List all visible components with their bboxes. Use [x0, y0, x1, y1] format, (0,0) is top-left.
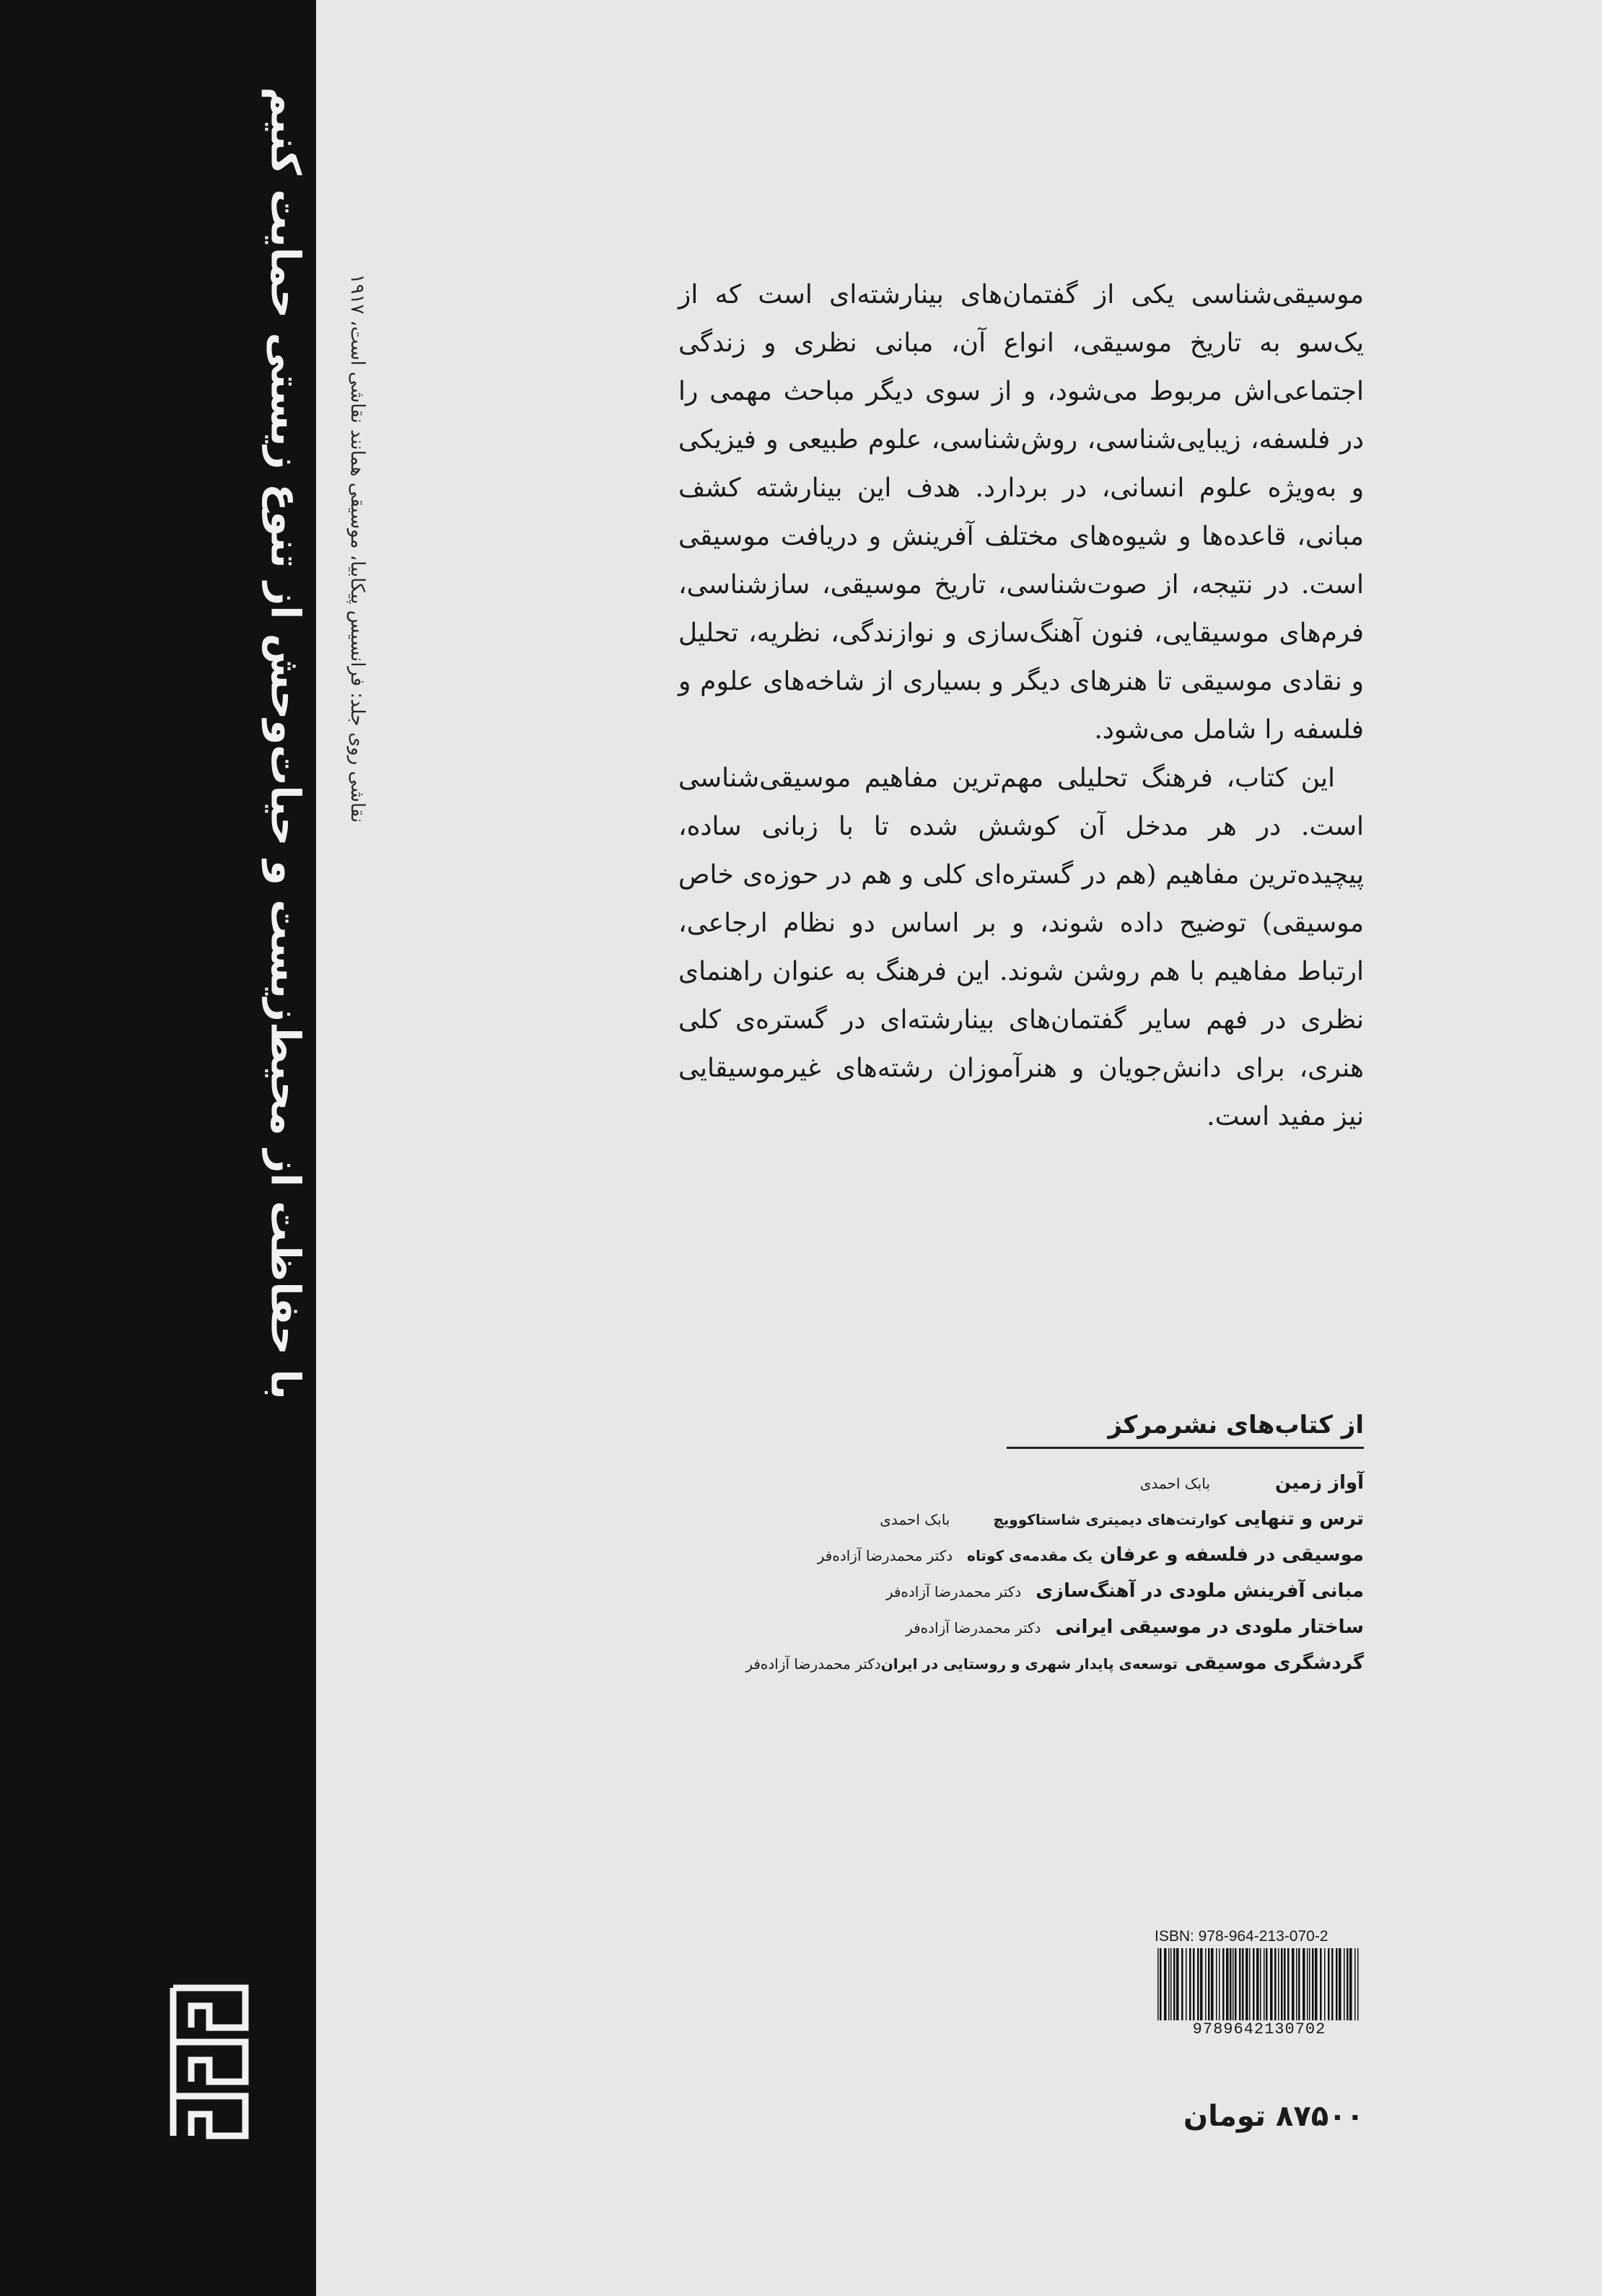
book-author: دکتر محمدرضا آزاده‌فر [817, 1547, 953, 1564]
book-title: موسیقی در فلسفه و عرفان [1100, 1544, 1364, 1566]
price-label: ۸۷۵۰۰ تومان [1183, 2100, 1364, 2133]
book-title: گردشگری موسیقی [1185, 1652, 1364, 1674]
catalog-item [794, 1501, 1364, 1537]
catalog-item [745, 1645, 1364, 1681]
catalog-item [794, 1465, 1364, 1501]
book-subtitle: یک مقدمه‌ی کوتاه [967, 1547, 1093, 1564]
book-subtitle: توسعه‌ی پایدار شهری و روستایی در ایران [880, 1655, 1178, 1673]
barcode-icon [1155, 1948, 1364, 2020]
book-author: دکتر محمدرضا آزاده‌فر [745, 1655, 881, 1673]
catalog-item [794, 1609, 1364, 1645]
description-paragraph: موسیقی‌شناسی یکی از گفتمان‌های بینارشته‌ای است که از یک‌سو به تاریخ موسیقی، انواع آن، مبانی نظری و زندگی اجتماعی‌اش مربوط می‌شود، و از سوی دیگر مباحث مهمی را در فلسفه، زیبایی‌شناسی، روش‌شناسی، علوم طبیعی و فیزیکی و به‌ویژه علوم انسانی، در بردارد. هدف این بینارشته کشف مبانی، قاعده‌ها و شیوه‌های مختلف آفرینش و دریافت موسیقی است. در نتیجه، از صوت‌شناسی، تاریخ موسیقی، سازشناسی، فرم‌های موسیقایی، فنون آهنگ‌سازی و نوازندگی، نظریه، تحلیل و نقادی موسیقی تا هنرهای دیگر و بسیاری از شاخه‌های علوم و فلسفه را شامل می‌شود. [678, 280, 1364, 745]
catalog-item [794, 1537, 1364, 1573]
book-title: ساختار ملودی در موسیقی ایرانی [1055, 1616, 1364, 1638]
publisher-catalog [745, 1411, 1364, 1681]
book-title: مبانی آفرینش ملودی در آهنگ‌سازی [1036, 1580, 1364, 1602]
catalog-item [794, 1573, 1364, 1609]
spine-slogan: با حفاظت از محیط‌زیست و حیات‌وحش از تنوع زیستی حمایت کنیم [261, 87, 309, 1400]
barcode-digits: 9789642130702 [1192, 2020, 1326, 2038]
book-spine [0, 0, 316, 2296]
catalog-heading: از کتاب‌های نشرمرکز [1007, 1411, 1364, 1449]
isbn-label: ISBN: 978-964-213-070-2 [1155, 1928, 1329, 1945]
cover-art-credit: نقاشی روی جلد: فرانسیس پیکابیا، موسیقی همانند نقاشی است، ۱۹۱۷ [346, 273, 368, 823]
isbn-block [1155, 1928, 1364, 2038]
book-subtitle: کوارتت‌های دیمیتری شاستاکوویچ [993, 1511, 1227, 1528]
book-title: ترس و تنهایی [1234, 1508, 1364, 1530]
book-title: آواز زمین [1274, 1472, 1364, 1494]
book-description [678, 271, 1364, 1141]
publisher-logo-icon [166, 1973, 253, 2139]
book-author: بابک احمدی [880, 1511, 950, 1528]
book-author: دکتر محمدرضا آزاده‌فر [906, 1619, 1041, 1636]
description-paragraph: این کتاب، فرهنگ تحلیلی مهم‌ترین مفاهیم موسیقی‌شناسی است. در هر مدخل آن کوشش شده تا با زبانی ساده، پیچیده‌ترین مفاهیم (هم در گستره‌ای کلی و هم در حوزه‌ی خاص موسیقی) توضیح داده شوند، و بر اساس دو نظام ارجاعی، ارتباط مفاهیم با هم روشن شوند. این فرهنگ به عنوان راهنمای نظری در فهم سایر گفتمان‌های بینارشته‌ای در گستره‌ی کلی هنری، برای دانش‌جویان و هنرآموزان رشته‌های غیرموسیقایی نیز مفید است. [678, 763, 1365, 1131]
book-author: بابک احمدی [1139, 1475, 1210, 1492]
book-author: دکتر محمدرضا آزاده‌فر [885, 1583, 1022, 1600]
